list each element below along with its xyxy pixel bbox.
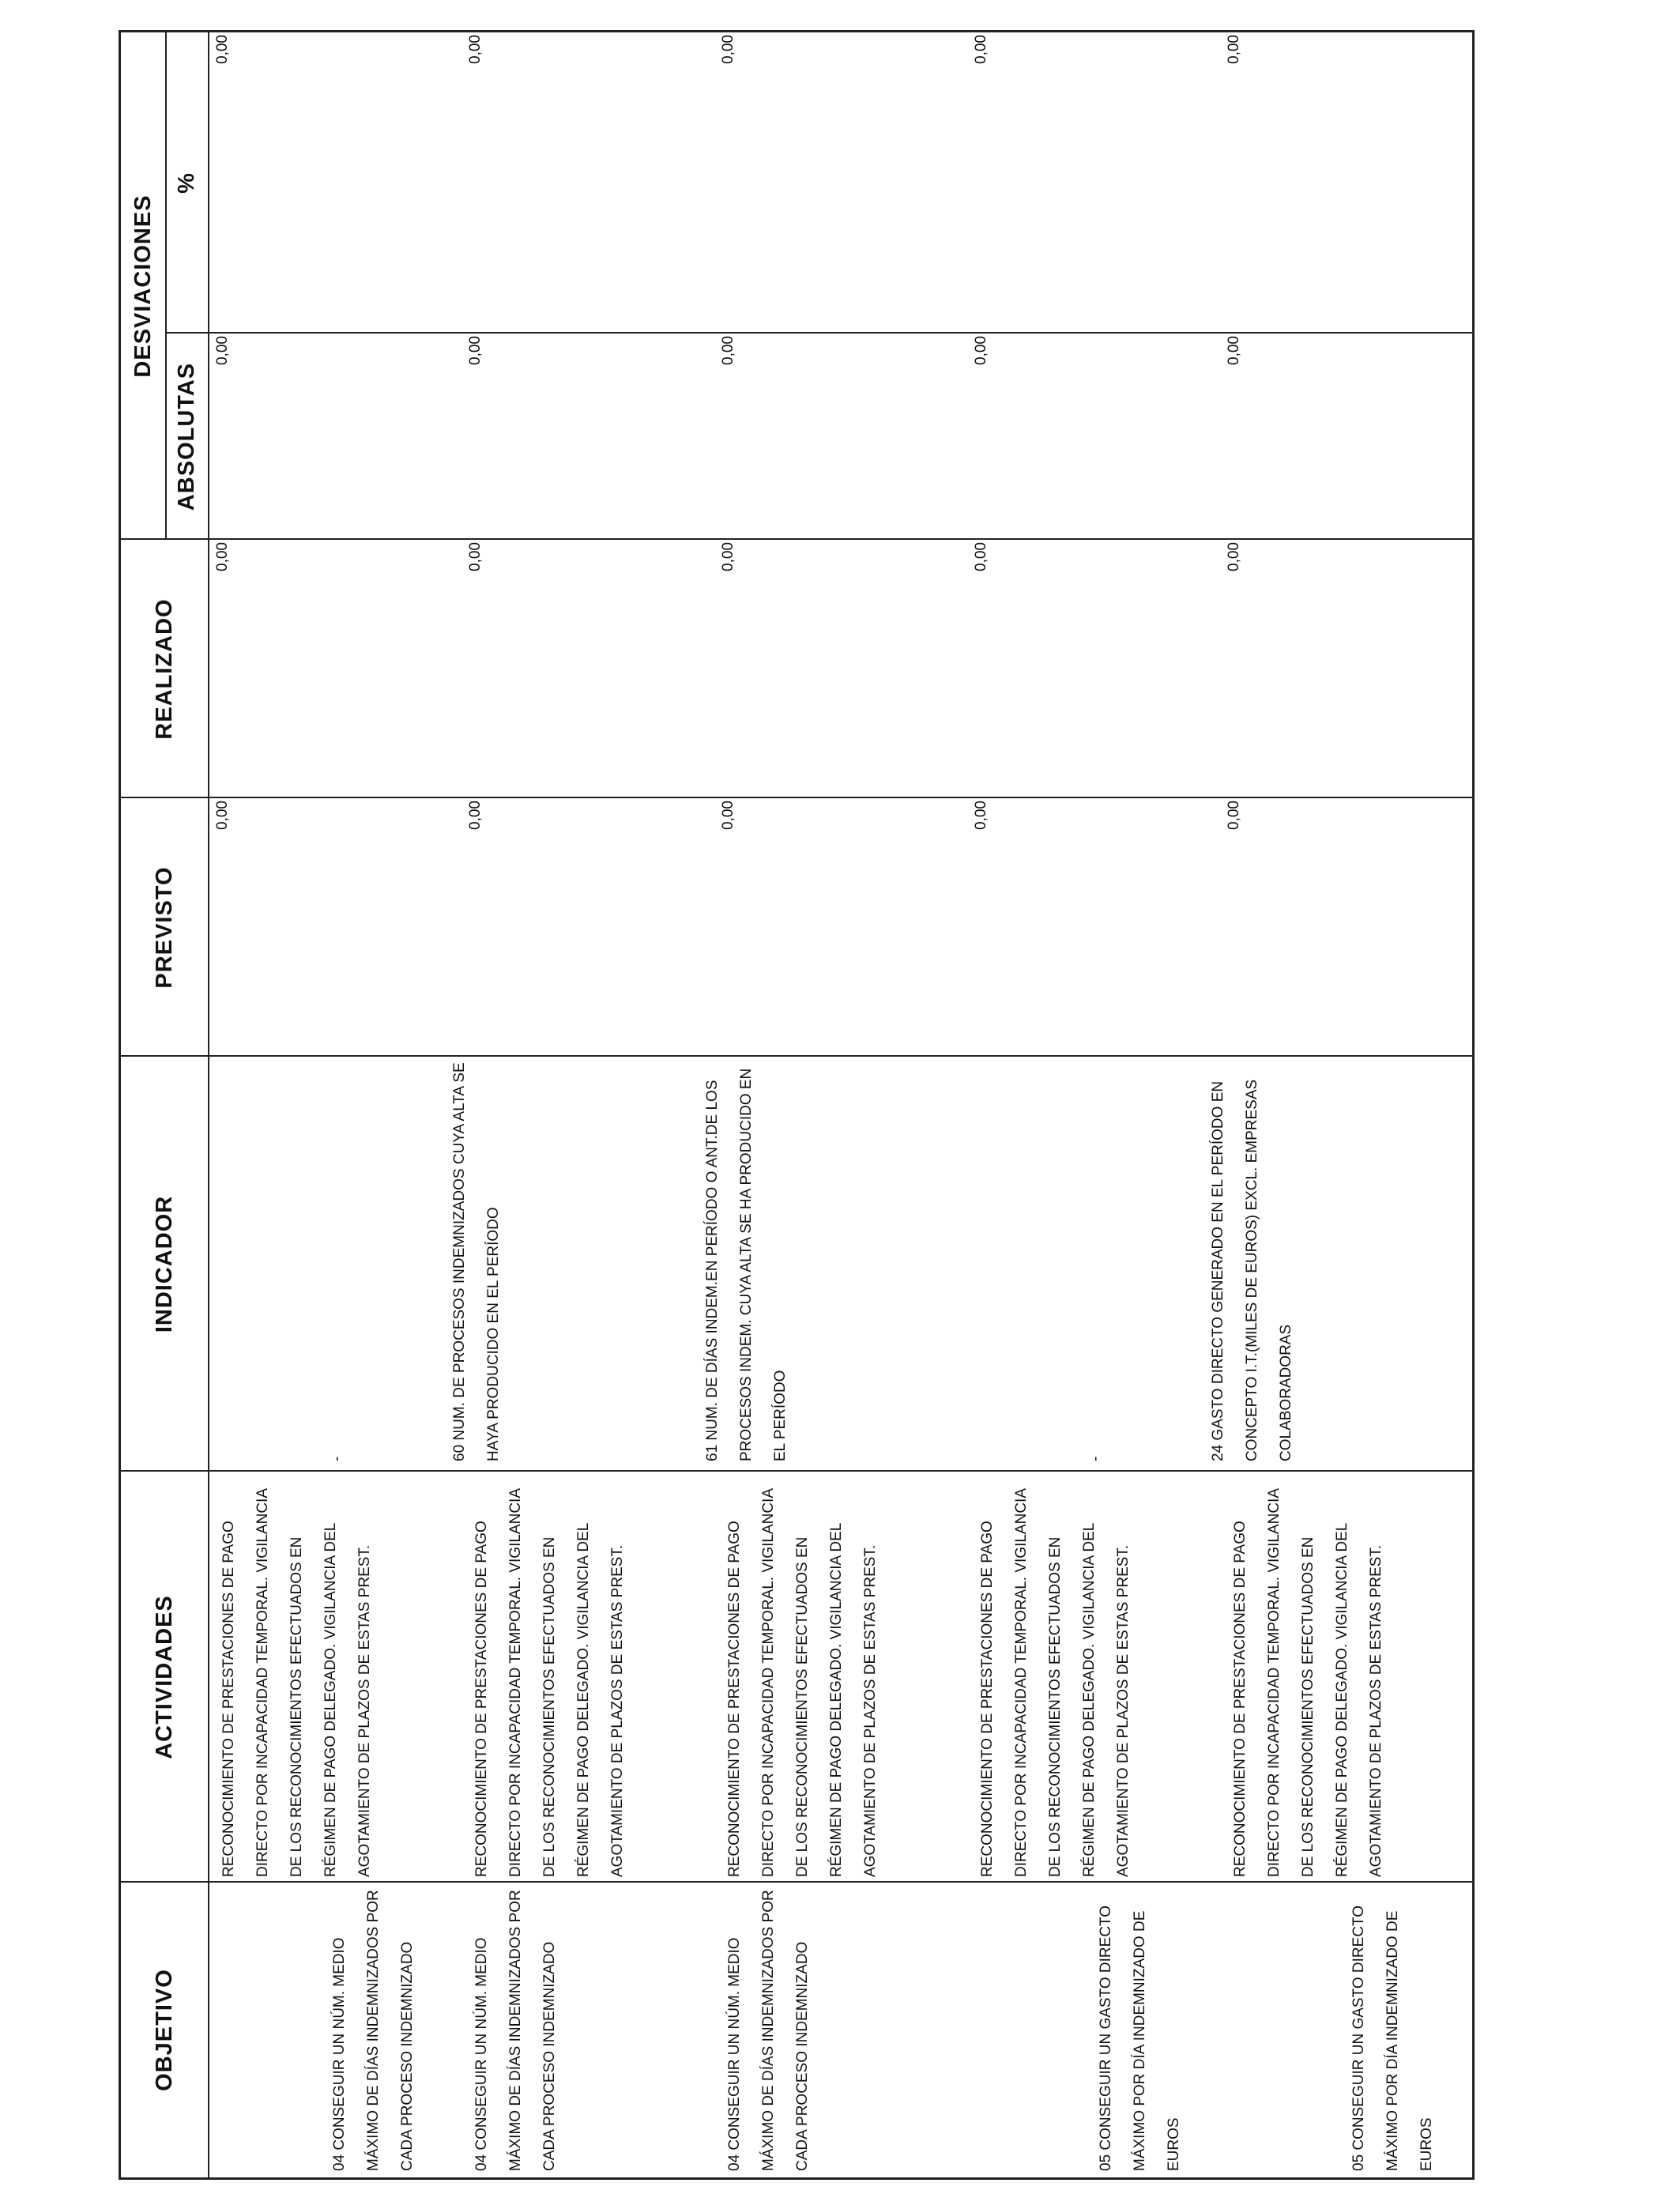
- realizado-cell: 0,00: [1226, 542, 1242, 571]
- indicador-cell: 24 GASTO DIRECTO GENERADO EN EL PERÍODO EN CONCEPTO I.T.(MILES DE EUROS) EXCL. EMPRESAS COLABORADORAS: [1210, 1079, 1294, 1461]
- indicador-cell: -: [1087, 1456, 1104, 1461]
- porcentaje-cell: 0,00: [973, 35, 989, 64]
- header-porcentaje: %: [173, 172, 199, 194]
- actividades-cell: RECONOCIMIENTO DE PRESTACIONES DE PAGO DIRECTO POR INCAPACIDAD TEMPORAL. VIGILANCIA DE LOS RECONOCIMIENTOS EFECTUADOS EN RÉGIMEN DE PAGO DELEGADO. VIGILANCIA DEL AGOTAMIENTO DE PLAZOS DE ESTAS PREST.: [473, 1489, 626, 1877]
- header-absolutas: ABSOLUTAS: [173, 362, 199, 511]
- porcentaje-cell: 0,00: [214, 35, 231, 64]
- objetivo-cell: 04 CONSEGUIR UN NÚM. MEDIO MÁXIMO DE DÍAS INDEMNIZADOS POR CADA PROCESO INDEMNIZADO: [726, 1890, 811, 2171]
- header-indicador: INDICADOR: [151, 1195, 177, 1333]
- indicador-cell: 60 NUM. DE PROCESOS INDEMNIZADOS CUYA ALTA SE HAYA PRODUCIDO EN EL PERÍODO: [451, 1062, 502, 1461]
- table-row: [451, 32, 718, 2177]
- objetivo-cell: 05 CONSEGUIR UN GASTO DIRECTO MÁXIMO POR DÍA INDEMNIZADO DE EUROS: [1098, 1905, 1182, 2171]
- previsto-cell: 0,00: [720, 801, 736, 830]
- table-row: [212, 32, 465, 2177]
- previsto-cell: 0,00: [973, 801, 989, 830]
- previsto-cell: 0,00: [467, 801, 484, 830]
- realizado-cell: 0,00: [973, 542, 989, 571]
- header-previsto: PREVISTO: [151, 866, 177, 989]
- header-bottom-line: [208, 32, 209, 2177]
- indicador-cell: 61 NUM. DE DÍAS INDEM.EN PERÍODO O ANT.DE LOS PROCESOS INDEM. CUYA ALTA SE HA PRODUCIDO EN EL PERÍODO: [704, 1068, 789, 1461]
- header-desviaciones: DESVIACIONES: [130, 194, 156, 378]
- header-realizado: REALIZADO: [151, 598, 177, 740]
- actividades-cell: RECONOCIMIENTO DE PRESTACIONES DE PAGO DIRECTO POR INCAPACIDAD TEMPORAL. VIGILANCIA DE LOS RECONOCIMIENTOS EFECTUADOS EN RÉGIMEN DE PAGO DELEGADO. VIGILANCIA DEL AGOTAMIENTO DE PLAZOS DE ESTAS PREST.: [220, 1489, 373, 1877]
- absolutas-cell: 0,00: [467, 336, 484, 365]
- objetivo-cell: 05 CONSEGUIR UN GASTO DIRECTO MÁXIMO POR DÍA INDEMNIZADO DE EUROS: [1350, 1905, 1435, 2171]
- porcentaje-cell: 0,00: [467, 35, 484, 64]
- table-row: [1210, 32, 1475, 2177]
- header-objetivo: OBJETIVO: [151, 1969, 177, 2091]
- table-row: [704, 32, 970, 2177]
- absolutas-cell: 0,00: [720, 336, 736, 365]
- actividades-cell: RECONOCIMIENTO DE PRESTACIONES DE PAGO DIRECTO POR INCAPACIDAD TEMPORAL. VIGILANCIA DE LOS RECONOCIMIENTOS EFECTUADOS EN RÉGIMEN DE PAGO DELEGADO. VIGILANCIA DEL AGOTAMIENTO DE PLAZOS DE ESTAS PREST.: [1232, 1489, 1384, 1877]
- results-table: [119, 30, 1475, 2180]
- absolutas-cell: 0,00: [973, 336, 989, 365]
- porcentaje-cell: 0,00: [1226, 35, 1242, 64]
- realizado-cell: 0,00: [467, 542, 484, 571]
- absolutas-cell: 0,00: [214, 336, 231, 365]
- porcentaje-cell: 0,00: [720, 35, 736, 64]
- objetivo-cell: 04 CONSEGUIR UN NÚM. MEDIO MÁXIMO DE DÍAS INDEMNIZADOS POR CADA PROCESO INDEMNIZADO: [331, 1890, 416, 2171]
- actividades-cell: RECONOCIMIENTO DE PRESTACIONES DE PAGO DIRECTO POR INCAPACIDAD TEMPORAL. VIGILANCIA DE LOS RECONOCIMIENTOS EFECTUADOS EN RÉGIMEN DE PAGO DELEGADO. VIGILANCIA DEL AGOTAMIENTO DE PLAZOS DE ESTAS PREST.: [726, 1489, 879, 1877]
- table-row: [970, 32, 1223, 2177]
- realizado-cell: 0,00: [720, 542, 736, 571]
- previsto-cell: 0,00: [1226, 801, 1242, 830]
- header-actividades: ACTIVIDADES: [151, 1595, 177, 1759]
- actividades-cell: RECONOCIMIENTO DE PRESTACIONES DE PAGO DIRECTO POR INCAPACIDAD TEMPORAL. VIGILANCIA DE LOS RECONOCIMIENTOS EFECTUADOS EN RÉGIMEN DE PAGO DELEGADO. VIGILANCIA DEL AGOTAMIENTO DE PLAZOS DE ESTAS PREST.: [979, 1489, 1132, 1877]
- absolutas-cell: 0,00: [1226, 336, 1242, 365]
- realizado-cell: 0,00: [214, 542, 231, 571]
- objetivo-cell: 04 CONSEGUIR UN NÚM. MEDIO MÁXIMO DE DÍAS INDEMNIZADOS POR CADA PROCESO INDEMNIZADO: [473, 1890, 558, 2171]
- indicador-cell: -: [329, 1456, 345, 1461]
- previsto-cell: 0,00: [214, 801, 231, 830]
